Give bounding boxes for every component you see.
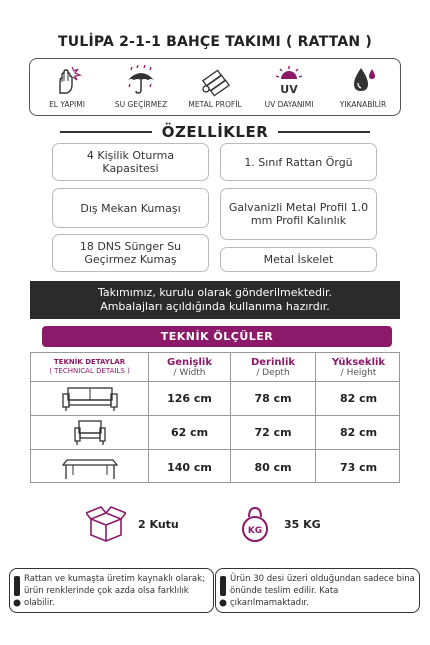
divider	[60, 131, 152, 133]
uv-badge: UV	[280, 83, 298, 96]
header-sub: / Depth	[256, 367, 290, 378]
width-cell: 126 cm	[167, 392, 212, 405]
header-main: Derinlik	[250, 356, 296, 368]
header-height	[316, 353, 401, 381]
package-info	[86, 505, 179, 543]
feature-waterproof	[104, 59, 178, 115]
feature-strip	[29, 58, 401, 116]
width-cell: 62 cm	[170, 426, 209, 439]
umbrella-icon	[124, 63, 158, 97]
note-text: Ürün 30 desi üzeri olduğundan sadece bina önünde teslim edilir. Kata çıkarılmamaktadır.	[230, 573, 415, 608]
width-cell: 140 cm	[167, 460, 212, 474]
property-box: Dış Mekan Kumaşı	[52, 188, 209, 228]
depth-cell: 78 cm	[254, 392, 292, 405]
box-icon	[86, 505, 126, 543]
metal-profile-icon	[198, 63, 232, 97]
header-sub: / Width	[173, 367, 206, 378]
depth-cell: 72 cm	[254, 426, 292, 439]
exclamation-icon	[216, 569, 230, 612]
banner-line: Ambalajları açıldığında kullanıma hazırdır.	[100, 300, 330, 313]
header-main: TEKNİK DETAYLAR	[53, 358, 126, 366]
height-cell: 82 cm	[339, 392, 378, 405]
property-box: 1. Sınıf Rattan Örgü	[220, 143, 377, 181]
feature-label: SU GEÇİRMEZ	[114, 100, 168, 109]
feature-label: UV DAYANIMI	[264, 100, 314, 109]
feature-uv	[252, 59, 326, 115]
kettlebell-icon	[238, 505, 272, 543]
property-box: Metal İskelet	[220, 247, 377, 272]
divider	[278, 131, 370, 133]
header-sub: ( TECHNICAL DETAILS )	[49, 367, 130, 375]
feature-washable	[326, 59, 400, 115]
handmade-icon	[50, 63, 84, 97]
header-depth	[231, 353, 315, 381]
property-box: 18 DNS Sünger Su Geçirmez Kumaş	[52, 234, 209, 272]
uv-icon	[272, 63, 306, 97]
banner-line: Takımımız, kurulu olarak gönderilmektedir.	[97, 286, 333, 299]
table-row-table	[31, 450, 148, 484]
height-cell: 82 cm	[339, 426, 378, 439]
feature-label: METAL PROFİL	[188, 100, 242, 109]
table-row-sofa	[31, 382, 148, 415]
properties-heading	[0, 123, 430, 141]
note-text: Rattan ve kumaşta üretim kaynaklı olarak; ürün renklerinde çok azda olsa farklılık olabilir.	[24, 573, 205, 608]
page-title: TULİPA 2-1-1 BAHÇE TAKIMI ( RATTAN )	[58, 34, 372, 50]
property-box: Galvanizli Metal Profil 1.0 mm Profil Kalınlık	[220, 188, 377, 240]
kg-badge: KG	[247, 526, 263, 536]
feature-label: EL YAPIMI	[49, 100, 85, 109]
header-width	[149, 353, 230, 381]
property-box: 4 Kişilik Oturma Kapasitesi	[52, 143, 209, 181]
delivery-note	[215, 568, 420, 613]
droplet-icon	[346, 63, 380, 97]
table-icon	[61, 453, 119, 481]
weight-info	[238, 505, 321, 543]
table-row-armchair	[31, 416, 148, 449]
properties-title: ÖZELLİKLER	[161, 123, 269, 141]
feature-handmade	[30, 59, 104, 115]
armchair-icon	[70, 419, 110, 447]
color-variance-note	[9, 568, 214, 613]
header-main: Genişlik	[167, 356, 212, 368]
header-sub: / Height	[340, 367, 377, 378]
header-main: Yükseklik	[331, 356, 386, 368]
package-count: 2 Kutu	[138, 517, 179, 531]
header-technical-details	[31, 353, 148, 381]
technical-dimensions-bar: TEKNİK ÖLÇÜLER	[42, 326, 392, 347]
sofa-icon	[60, 385, 120, 413]
feature-label: YIKANABİLİR	[339, 100, 387, 109]
depth-cell: 80 cm	[254, 460, 292, 474]
feature-metal-profile	[178, 59, 252, 115]
height-cell: 73 cm	[339, 460, 378, 474]
delivery-banner	[30, 281, 400, 319]
exclamation-icon	[10, 569, 24, 612]
weight-value: 35 KG	[284, 517, 321, 531]
dimensions-table	[30, 352, 400, 483]
